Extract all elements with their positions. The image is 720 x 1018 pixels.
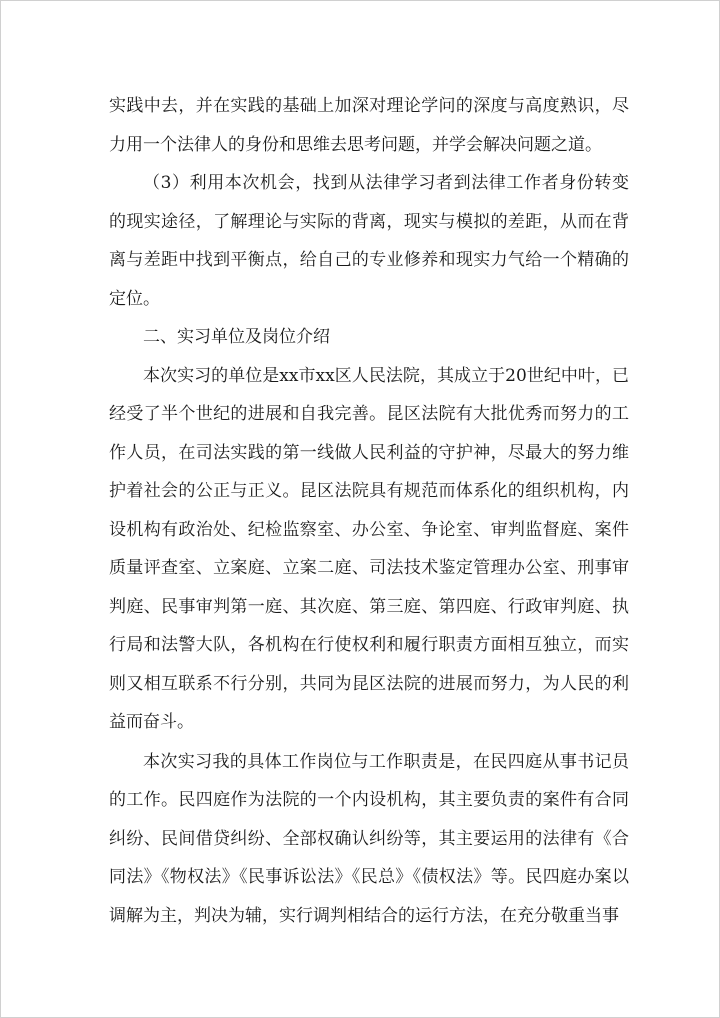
- paragraph-continuation: 实践中去，并在实践的基础上加深对理论学问的深度与高度熟识，尽力用一个法律人的身份和思维去思考问题，并学会解决问题之道。: [109, 96, 629, 155]
- section-heading: 二、实习单位及岗位介绍: [143, 327, 330, 347]
- paragraph-position-intro: 本次实习我的具体工作岗位与工作职责是，在民四庭从事书记员的工作。民四庭作为法院的一个内设机构，其主要负责的案件有合同纠纷、民间借贷纠纷、全部权确认纠纷等，其主要运用的法律有《合同法》《物权法》《民事诉讼法》《民总》《债权法》等。民四庭办案以调解为主，判决为辅，实行调判相结合的运行方法，在充分敬重当事: [109, 751, 629, 926]
- document-body: [109, 87, 629, 935]
- paragraph-objective-3: （3）利用本次机会，找到从法律学习者到法律工作者身份转变的现实途径，了解理论与实际的背离，现实与模拟的差距，从而在背离与差距中找到平衡点，给自己的专业修养和现实力气给一个精确的定位。: [109, 173, 629, 309]
- paragraph-unit-intro: 本次实习的单位是xx市xx区人民法院，其成立于20世纪中叶，已经受了半个世纪的进展和自我完善。昆区法院有大批优秀而努力的工作人员，在司法实践的第一线做人民利益的守护神，尽最大的努力维护着社会的公正与正义。昆区法院具有规范而体系化的组织机构，内设机构有政治处、纪检监察室、办公室、争论室、审判监督庭、案件质量评查室、立案庭、立案二庭、司法技术鉴定管理办公室、刑事审判庭、民事审判第一庭、其次庭、第三庭、第四庭、行政审判庭、执行局和法警大队，各机构在行使权利和履行职责方面相互独立，而实则又相互联系不行分别，共同为昆区法院的进展而努力，为人民的利益而奋斗。: [109, 365, 629, 732]
